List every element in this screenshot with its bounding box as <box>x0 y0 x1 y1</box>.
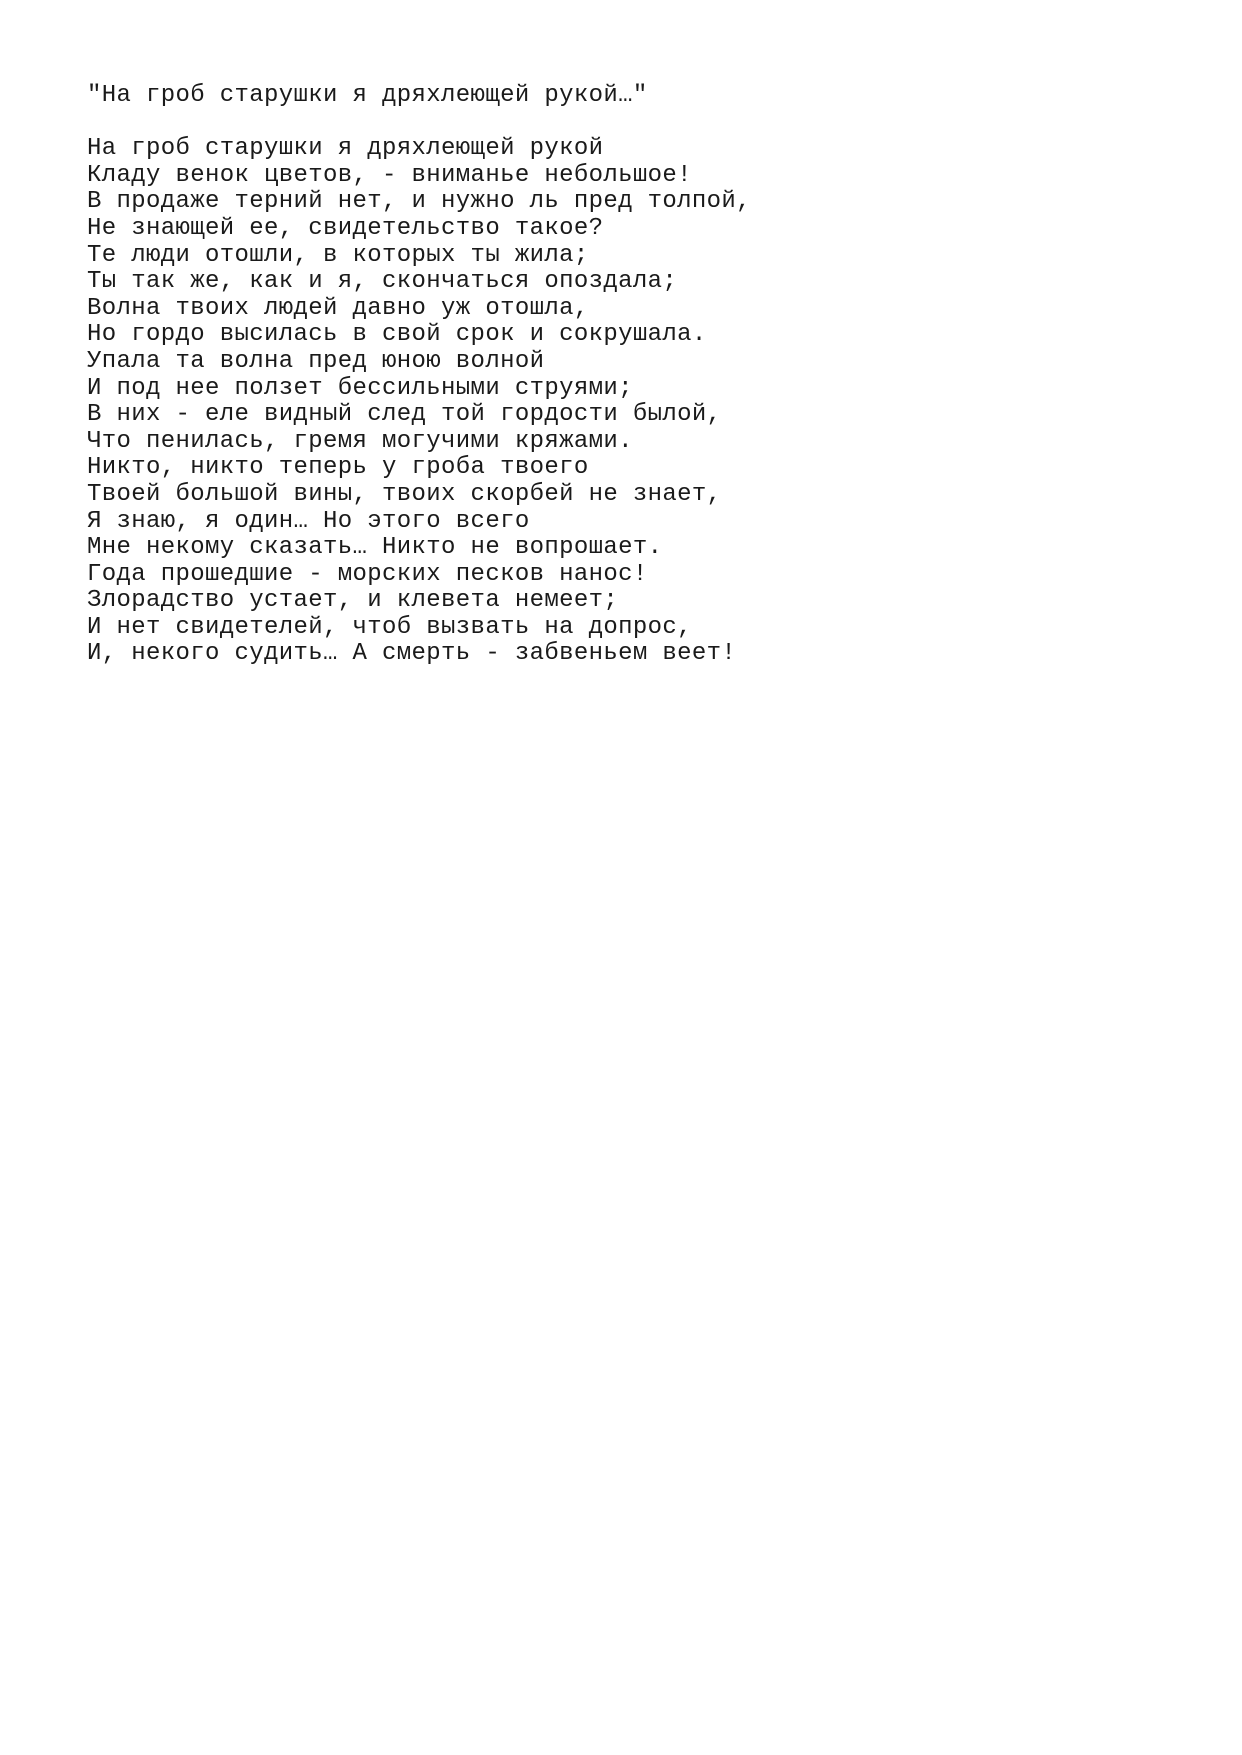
poem-line: Никто, никто теперь у гроба твоего <box>87 454 589 482</box>
poem-line: Мне некому сказать… Никто не вопрошает. <box>87 534 663 562</box>
poem-body <box>87 136 751 668</box>
poem-line: Что пенилась, гремя могучими кряжами. <box>87 427 633 455</box>
poem-line: В продаже терний нет, и нужно ль пред толпой, <box>87 188 751 216</box>
poem-line: Но гордо высилась в свой срок и сокрушала. <box>87 321 707 349</box>
poem-line: И, некого судить… А смерть - забвеньем веет! <box>87 640 737 668</box>
poem-title: "На гроб старушки я дряхлеющей рукой…" <box>87 82 648 109</box>
poem-line: Волна твоих людей давно уж отошла, <box>87 294 589 322</box>
poem-line: Года прошедшие - морских песков нанос! <box>87 560 648 588</box>
poem-line: И под нее ползет бессильными струями; <box>87 374 633 402</box>
poem <box>87 83 751 668</box>
poem-line: Те люди отошли, в которых ты жила; <box>87 241 589 269</box>
poem-line: Твоей большой вины, твоих скорбей не знает, <box>87 480 722 508</box>
poem-line: Ты так же, как и я, скончаться опоздала; <box>87 268 678 296</box>
poem-line: Упала та волна пред юною волной <box>87 347 545 375</box>
poem-line: Не знающей ее, свидетельство такое? <box>87 214 604 242</box>
poem-line: Я знаю, я один… Но этого всего <box>87 507 530 535</box>
poem-line: Кладу венок цветов, - вниманье небольшое! <box>87 161 692 189</box>
poem-line: В них - еле видный след той гордости былой, <box>87 401 722 429</box>
poem-line: Злорадство устает, и клевета немеет; <box>87 587 619 615</box>
poem-line: На гроб старушки я дряхлеющей рукой <box>87 135 604 163</box>
poem-line: И нет свидетелей, чтоб вызвать на допрос, <box>87 613 692 641</box>
